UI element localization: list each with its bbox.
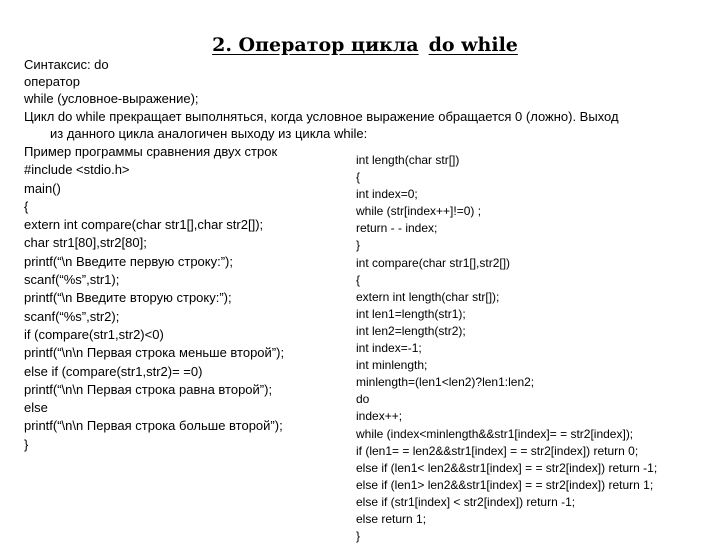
code-line: scanf(“%s”,str1); [24, 272, 120, 288]
code-line: return - - index; [356, 221, 438, 236]
code-line: int len1=length(str1); [356, 306, 466, 321]
slide-title [0, 34, 720, 56]
code-line: else if (len1< len2&&str1[index] = = str2[index]) return -1; [356, 460, 658, 475]
code-line: do [356, 392, 370, 407]
code-line: extern int compare(char str1[],char str2[]); [24, 217, 264, 233]
code-line: int compare(char str1[],str2[]) [356, 255, 511, 270]
syntax-line: Цикл do while прекращает выполняться, когда условное выражение обращается 0 (ложно). Выход [24, 108, 619, 124]
code-line: int len2=length(str2); [356, 323, 466, 338]
code-line: else if (compare(str1,str2)= =0) [24, 363, 203, 379]
code-line: int index=-1; [356, 341, 422, 356]
code-line: char str1[80],str2[80]; [24, 235, 147, 251]
slide-title-main: 2. Оператор цикла [212, 34, 419, 56]
code-line: printf(“\n\n Первая строка равна второй”); [24, 381, 273, 397]
code-line: #include <stdio.h> [24, 162, 130, 178]
code-line: Пример программы сравнения двух строк [24, 144, 278, 159]
code-line: printf(“\n Введите вторую строку:”); [24, 290, 232, 306]
code-line: } [356, 529, 361, 544]
code-line: main() [24, 180, 61, 196]
code-line: else if (len1> len2&&str1[index] = = str2[index]) return 1; [356, 477, 654, 492]
code-line: if (len1= = len2&&str1[index] = = str2[index]) return 0; [356, 443, 639, 458]
code-line: printf(“\n\n Первая строка меньше второй”); [24, 345, 285, 361]
code-line: { [356, 272, 361, 287]
code-line: printf(“\n\n Первая строка больше второй”); [24, 418, 283, 434]
code-line: { [24, 198, 29, 214]
code-line: else return 1; [356, 511, 427, 526]
syntax-line: оператор [24, 74, 80, 90]
slide-title-keyword: do while [428, 34, 518, 56]
code-line: extern int length(char str[]); [356, 289, 500, 304]
code-right-column [356, 152, 711, 545]
syntax-line: while (условное-выражение); [24, 91, 199, 107]
code-line: else if (str1[index] < str2[index]) return -1; [356, 494, 576, 509]
syntax-block [24, 56, 704, 142]
code-line: } [356, 238, 361, 253]
code-line: { [356, 170, 361, 185]
code-line: if (compare(str1,str2)<0) [24, 326, 164, 342]
code-line: while (index<minlength&&str1[index]= = str2[index]); [356, 426, 634, 441]
code-line: printf(“\n Введите первую строку:”); [24, 253, 233, 269]
code-line: scanf(“%s”,str2); [24, 308, 120, 324]
code-left-column [24, 143, 354, 454]
syntax-line: Синтаксис: do [24, 57, 109, 72]
code-line: while (str[index++]!=0) ; [356, 204, 482, 219]
code-line: int index=0; [356, 187, 418, 202]
code-line: } [24, 436, 29, 452]
code-line: else [24, 400, 48, 416]
code-line: index++; [356, 409, 403, 424]
syntax-line: из данного цикла аналогичен выходу из цикла while: [50, 125, 368, 141]
code-line: int minlength; [356, 358, 428, 373]
code-line: int length(char str[]) [356, 153, 460, 167]
code-line: minlength=(len1<len2)?len1:len2; [356, 375, 535, 390]
